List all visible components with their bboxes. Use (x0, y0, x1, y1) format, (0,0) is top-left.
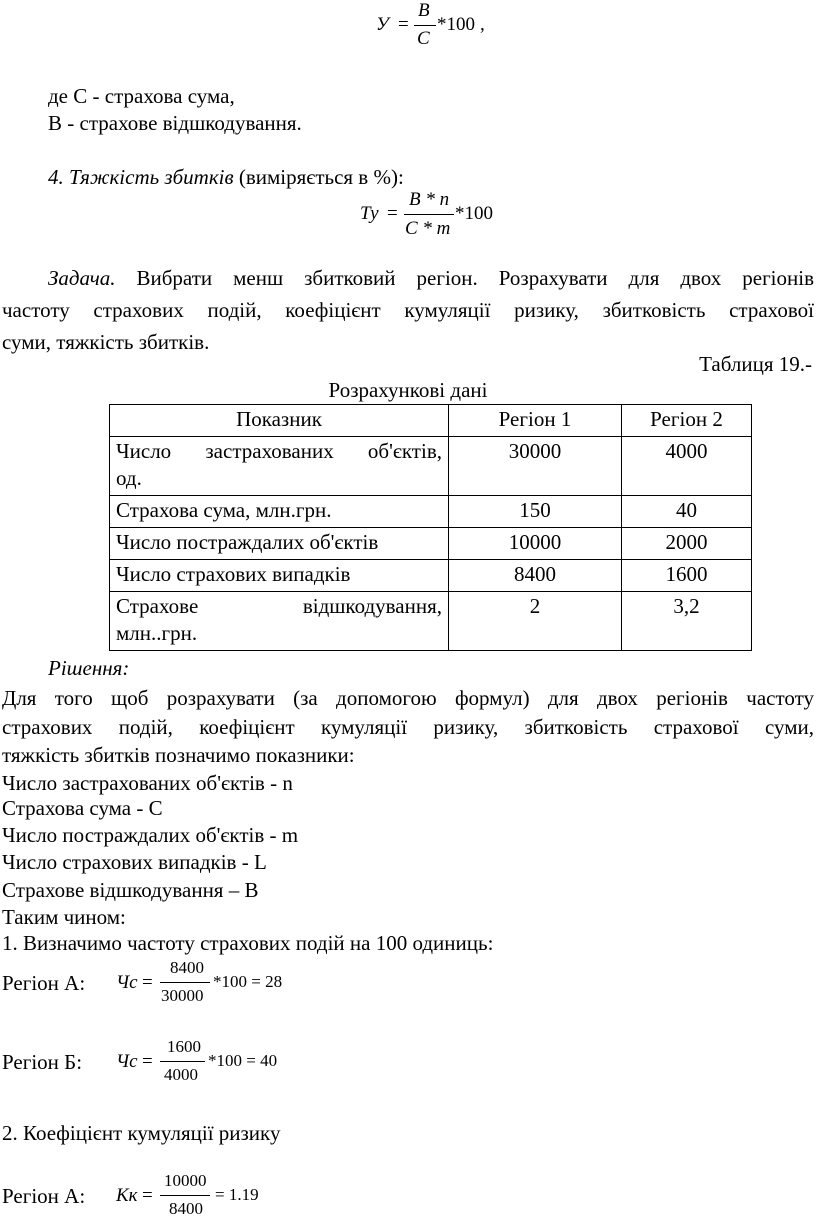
label-line: Страхове відшкодування, (116, 594, 442, 618)
formula-numerator: В * n (409, 189, 450, 210)
definition-line: де С - страхова сума, (48, 84, 235, 108)
calc-numerator: 1600 (167, 1037, 201, 1056)
fraction-bar (160, 1061, 205, 1062)
table-header-cell: Показник (110, 405, 449, 437)
definition-line: В - страхове відшкодування. (48, 111, 302, 135)
region-label: Регіон Б: (2, 1050, 83, 1074)
formula-numerator: В (418, 0, 430, 21)
formula-lhs: Ту (360, 203, 379, 224)
table-cell-region2: 3,2 (622, 592, 752, 651)
calc-result: *100 = 40 (208, 1051, 278, 1070)
table-cell-label (110, 437, 449, 496)
region-label: Регіон А: (2, 1184, 86, 1208)
calc-eq: = (142, 1185, 153, 1206)
task-text: Вибрати менш збитковий регіон. Розрахувати для двох регіонів (136, 266, 815, 290)
table-cell-region1: 8400 (449, 560, 622, 592)
label-line: млн..грн. (116, 621, 198, 645)
table-cell-region2: 1600 (622, 560, 752, 592)
task-line: суми, тяжкість збитків. (2, 330, 210, 354)
table-cell-label: Число страхових випадків (110, 560, 449, 592)
solution-line: Для того щоб розрахувати (за допомогою формул) для двох регіонів частоту (2, 686, 814, 710)
calc-numerator: 10000 (164, 1171, 207, 1190)
calc-numerator: 8400 (170, 958, 204, 977)
indicator-item: Число страхових випадків - L (2, 850, 267, 874)
formula-denominator: С (417, 28, 430, 49)
table-cell-region2: 4000 (622, 437, 752, 496)
solution-text: Таким чином: (2, 905, 126, 929)
table-cell-region2: 2000 (622, 528, 752, 560)
table-row (110, 592, 752, 651)
step-heading: 2. Коефіцієнт кумуляції ризику (2, 1121, 281, 1145)
calc-result: = 1.19 (215, 1185, 259, 1204)
data-table (109, 404, 752, 651)
calc-eq: = (142, 1051, 153, 1072)
fraction-bar (404, 214, 454, 215)
indicator-item: Страхове відшкодування – В (2, 878, 259, 902)
calc-lhs: Кк (116, 1185, 138, 1206)
calc-denominator: 30000 (161, 986, 204, 1005)
label-line: од. (116, 466, 142, 490)
calc-denominator: 8400 (169, 1199, 203, 1218)
table-header-row (110, 405, 752, 437)
formula-multiplier: *100 (455, 203, 493, 224)
section-heading (48, 164, 404, 190)
solution-line: страхових подій, коефіцієнт кумуляції ризику, збитковість страхової суми, (2, 715, 814, 739)
fraction-bar (414, 25, 436, 26)
indicator-item: Число постраждалих об'єктів - m (2, 823, 299, 847)
task-line (48, 265, 814, 291)
table-header-cell: Регіон 2 (622, 405, 752, 437)
formula-denominator: С * m (405, 218, 451, 239)
calc-eq: = (142, 972, 153, 993)
formula-multiplier: *100 (437, 14, 475, 35)
table-row (110, 528, 752, 560)
table-row (110, 560, 752, 592)
calc-result: *100 = 28 (213, 972, 283, 991)
indicator-item: Число застрахованих об'єктів - n (2, 771, 293, 795)
formula-comma: , (480, 14, 485, 35)
table-cell-region1: 150 (449, 496, 622, 528)
task-line: частоту страхових подій, коефіцієнт кумуляції ризику, збитковість страхової (2, 298, 814, 322)
table-cell-region1: 2 (449, 592, 622, 651)
formula-eq: = (398, 14, 409, 35)
table-cell-label (110, 592, 449, 651)
table-cell-label: Число постраждалих об'єктів (110, 528, 449, 560)
section-note: (виміряється в %): (233, 165, 404, 189)
table-number: Таблиця 19.- (699, 352, 812, 376)
fraction-bar (160, 982, 210, 983)
table-cell-region2: 40 (622, 496, 752, 528)
table-cell-region1: 30000 (449, 437, 622, 496)
region-label: Регіон А: (2, 971, 86, 995)
table-header-cell: Регіон 1 (449, 405, 622, 437)
table-cell-label: Страхова сума, млн.грн. (110, 496, 449, 528)
table-cell-region1: 10000 (449, 528, 622, 560)
table-row (110, 496, 752, 528)
calc-lhs: Чс (116, 1051, 138, 1072)
indicator-item: Страхова сума - С (2, 796, 163, 820)
formula-eq: = (387, 203, 398, 224)
table-row (110, 437, 752, 496)
task-label: Задача. (48, 266, 116, 290)
calc-lhs: Чс (116, 972, 138, 993)
solution-label: Рішення: (48, 656, 130, 680)
section-title: Тяжкість збитків (69, 165, 234, 189)
calc-denominator: 4000 (164, 1065, 198, 1084)
step-heading: 1. Визначимо частоту страхових подій на 100 одиниць: (2, 931, 494, 955)
fraction-bar (160, 1195, 210, 1196)
section-number: 4. (48, 165, 64, 189)
formula-lhs: У (376, 14, 389, 35)
label-line: Число застрахованих об'єктів, (116, 439, 442, 463)
solution-line: тяжкість збитків позначимо показники: (2, 743, 355, 767)
table-title: Розрахункові дані (328, 378, 488, 402)
